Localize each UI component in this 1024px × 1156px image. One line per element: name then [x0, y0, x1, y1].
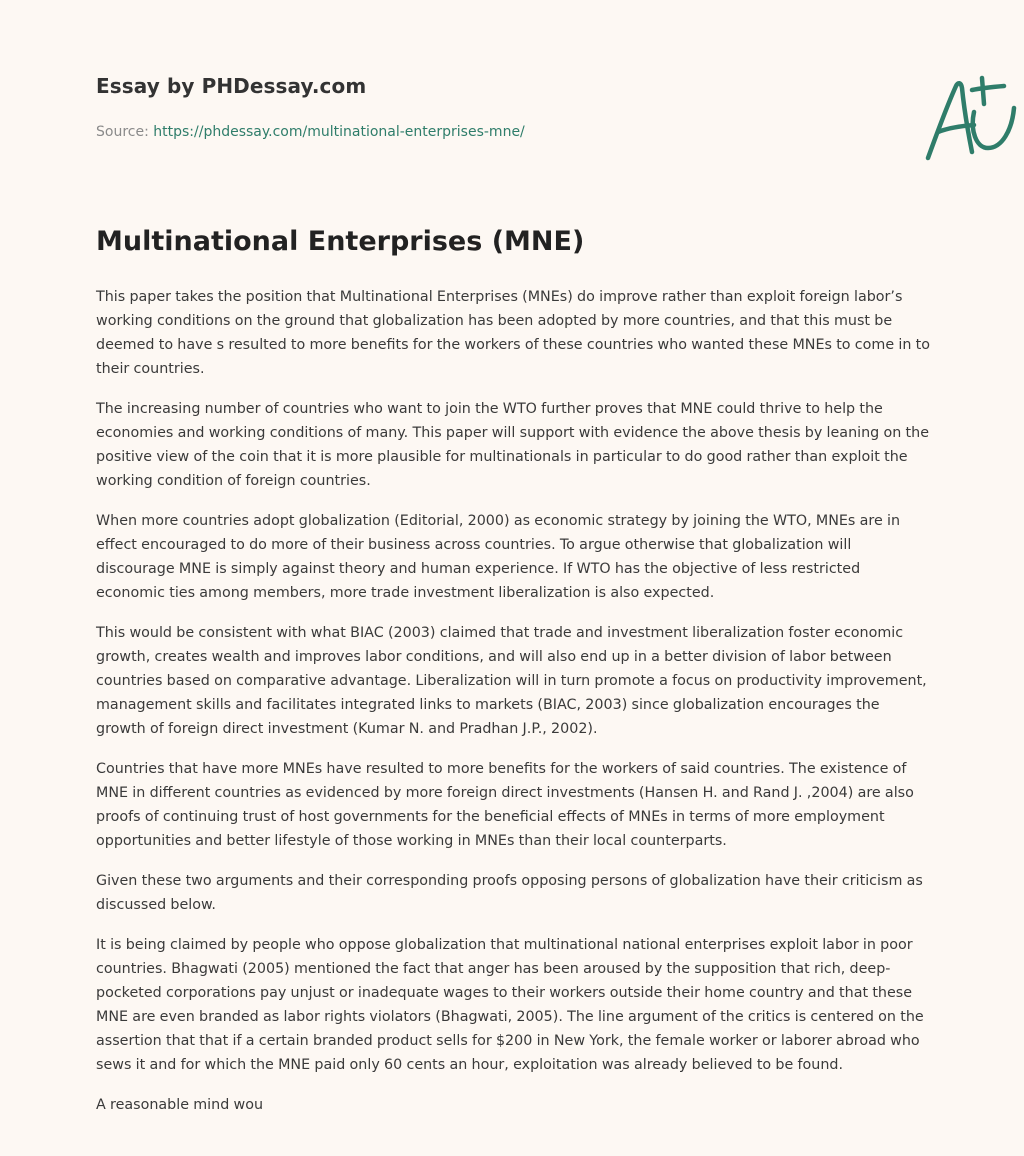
essay-paragraph: This paper takes the position that Multinational Enterprises (MNEs) do improve rather than exploit foreign labor’s working conditions on the ground that globalization has been adopted by more countries, and that this must be deemed to have s resulted to more benefits for the workers of these countries who wanted these MNEs to come in to their countries. [96, 289, 931, 377]
essay-paragraph: The increasing number of countries who want to join the WTO further proves that MNE could thrive to help the economies and working conditions of many. This paper will support with evidence the above thesis by leaning on the positive view of the coin that it is more plausible for multinationals in particular to do good rather than exploit the working condition of foreign countries. [96, 401, 929, 489]
site-title: Essay by PHDessay.com [96, 74, 367, 98]
source-line [96, 124, 525, 140]
essay-body [96, 285, 931, 1133]
essay-paragraph: This would be consistent with what BIAC (2003) claimed that trade and investment liberalization foster economic growth, creates wealth and improves labor conditions, and will also end up in a better division of labor between countries based on comparative advantage. Liberalization will in turn promote a focus on productivity improvement, management skills and facilitates integrated links to markets (BIAC, 2003) since globalization encourages the growth of foreign direct investment (Kumar N. and Pradhan J.P., 2002). [96, 625, 927, 737]
essay-paragraph: Given these two arguments and their corresponding proofs opposing persons of globalization have their criticism as discussed below. [96, 873, 923, 913]
essay-paragraph-truncated: A reasonable mind wou [96, 1097, 264, 1113]
essay-paragraph: It is being claimed by people who oppose globalization that multinational national enterprises exploit labor in poor countries. Bhagwati (2005) mentioned the fact that anger has been aroused by the supposition that rich, deep-pocketed corporations pay unjust or inadequate wages to their workers outside their home country and that these MNE are even branded as labor rights violators (Bhagwati, 2005). The line argument of the critics is centered on the assertion that that if a certain branded product sells for $200 in New York, the female worker or laborer abroad who sews it and for which the MNE paid only 60 cents an hour, exploitation was already believed to be found. [96, 937, 924, 1073]
essay-title: Multinational Enterprises (MNE) [96, 226, 585, 257]
a-plus-logo-icon [916, 68, 1024, 166]
essay-paragraph: When more countries adopt globalization (Editorial, 2000) as economic strategy by joining the WTO, MNEs are in effect encouraged to do more of their business across countries. To argue otherwise that globalization will discourage MNE is simply against theory and human experience. If WTO has the objective of less restricted economic ties among members, more trade investment liberalization is also expected. [96, 513, 901, 601]
source-label: Source: [96, 124, 149, 140]
source-link[interactable]: https://phdessay.com/multinational-enterprises-mne/ [153, 124, 525, 140]
essay-paragraph: Countries that have more MNEs have resulted to more benefits for the workers of said countries. The existence of MNE in different countries as evidenced by more foreign direct investments (Hansen H. and Rand J. ,2004) are also proofs of continuing trust of host governments for the beneficial effects of MNEs in terms of more employment opportunities and better lifestyle of those working in MNEs than their local counterparts. [96, 761, 914, 849]
